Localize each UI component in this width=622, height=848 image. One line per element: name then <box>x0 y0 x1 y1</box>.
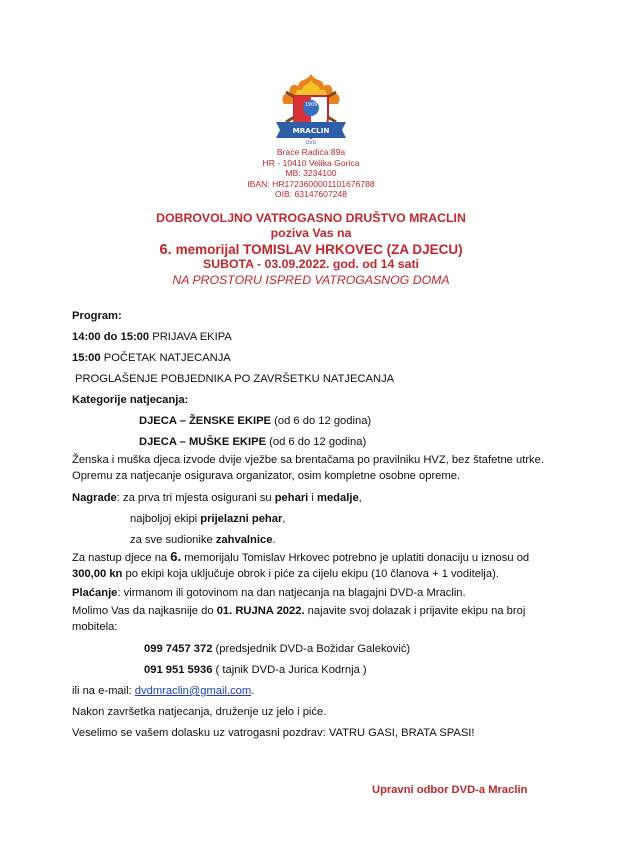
logo-year: 1909 <box>304 102 318 108</box>
awards-line-1-text: : za prva tri mjesta osigurani su <box>116 492 275 504</box>
categories-title-text: Kategorije natjecanja: <box>72 394 189 406</box>
logo-abbr: DVD <box>306 141 316 146</box>
awards-line-3 <box>130 534 276 546</box>
registration-text-b: najavite svoj dolazak i prijavite ekipu na broj mobitela: <box>72 605 526 633</box>
awards-line-2 <box>130 513 285 525</box>
awards-line-3-period: . <box>272 534 276 546</box>
donation-paragraph <box>72 549 552 582</box>
awards-line-3-text: za sve sudionike <box>130 534 216 546</box>
greeting-line: Veselimo se vašem dolasku uz vatrogasni pozdrav: VATRU GASI, BRATA SPASI! <box>72 727 475 739</box>
memorial-title <box>0 242 622 257</box>
program-item-start-time: 15:00 <box>72 352 101 364</box>
program-title-text: Program: <box>72 310 122 322</box>
email-prefix: ili na e-mail: <box>72 685 135 697</box>
signature: Upravni odbor DVD-a Mraclin <box>372 784 528 796</box>
donation-text-c: po ekipi koja uključuje obrok i piće za cijelu ekipu (10 članova + 1 voditelja). <box>122 567 499 580</box>
contact-secretary-phone: 091 951 5936 <box>144 664 213 676</box>
donation-text-b: memorijalu Tomislav Hrkovec potrebno je uplatiti donaciju u iznosu od <box>181 552 530 564</box>
invite-line: poziva Vas na <box>270 226 352 241</box>
awards-line-2-comma: , <box>282 513 286 525</box>
awards-medals: medalje <box>317 492 359 504</box>
event-date: SUBOTA - 03.09.2022. god. od 14 sati <box>203 257 419 272</box>
program-item-registration-time: 14:00 do 15:00 <box>72 331 150 343</box>
program-item-awards: PROGLAŠENJE POBJEDNIKA PO ZAVRŠETKU NATJECANJA <box>75 373 395 385</box>
contact-secretary <box>144 664 367 676</box>
awards-and: i <box>308 492 317 504</box>
memorial-number: 6. <box>159 240 172 258</box>
dvd-mraclin-logo <box>272 72 350 146</box>
donation-memorial-number: 6. <box>170 549 182 564</box>
payment-text: : virmanom ili gotovinom na dan natjecanja na blagajni DVD-a Mraclin. <box>117 587 466 599</box>
donation-text-a: Za nastup djece na <box>72 552 171 564</box>
contact-secretary-text: ( tajnik DVD-a Jurica Kodrnja ) <box>212 664 367 676</box>
program-item-registration <box>72 331 232 343</box>
program-item-registration-text: PRIJAVA EKIPA <box>149 331 232 343</box>
program-title <box>72 310 122 322</box>
contact-president <box>144 643 410 655</box>
category-boys-age: (od 6 do 12 godina) <box>266 436 367 448</box>
logo-banner-text: MRACLIN <box>292 126 330 135</box>
category-girls-name: DJECA – ŽENSKE EKIPE <box>139 415 272 427</box>
address-block <box>0 147 622 200</box>
program-item-start-text: POČETAK NATJECANJA <box>100 352 231 364</box>
after-event-line: Nakon završetka natjecanja, druženje uz jelo i piće. <box>72 706 327 718</box>
payment-line <box>72 587 466 599</box>
registration-deadline: 01. RUJNA 2022. <box>216 605 305 617</box>
category-girls <box>139 415 371 427</box>
address-street: Braće Radića 89a <box>276 147 346 157</box>
address-city: HR - 10410 Velika Gorica <box>262 157 360 168</box>
category-girls-age: (od 6 do 12 godina) <box>271 415 372 427</box>
donation-amount: 300,00 kn <box>72 567 123 580</box>
email-line <box>72 685 254 697</box>
category-boys-name: DJECA – MUŠKE EKIPE <box>139 436 267 448</box>
rules-paragraph: Ženska i muška djeca izvode dvije vježbe sa brentačama po pravilniku HVZ, bez štafetne utrke. Opremu za natjecanje osigurava organizator, osim kompletne osobne opreme. <box>72 454 544 482</box>
registration-text-a: Molimo Vas da najkasnije do <box>72 605 217 617</box>
awards-certificates: zahvalnice <box>215 534 273 546</box>
address-iban: IBAN: HR1723600001101676788 <box>247 178 375 189</box>
address-mb: MB: 3234100 <box>285 168 337 179</box>
email-link[interactable]: dvdmraclin@gmail.com <box>134 685 252 697</box>
awards-line-2-text: najboljoj ekipi <box>130 513 201 525</box>
email-suffix: . <box>251 685 255 697</box>
payment-label: Plaćanje <box>72 587 118 599</box>
program-item-start <box>72 352 231 364</box>
contact-president-phone: 099 7457 372 <box>144 643 213 655</box>
address-oib: OIB: 63147607248 <box>274 189 348 200</box>
contact-president-text: (predsjednik DVD-a Božidar Galeković) <box>212 643 411 655</box>
awards-challenge-trophy: prijelazni pehar <box>200 513 283 525</box>
memorial-name: memorijal TOMISLAV HRKOVEC (ZA DJECU) <box>171 241 463 257</box>
awards-comma: , <box>358 492 362 504</box>
category-boys <box>139 436 366 448</box>
event-header <box>0 211 622 288</box>
categories-title <box>72 394 188 406</box>
awards-label: Nagrade <box>72 492 117 504</box>
event-location: NA PROSTORU ISPRED VATROGASNOG DOMA <box>172 272 450 287</box>
organization-name: DOBROVOLJNO VATROGASNO DRUŠTVO MRACLIN <box>156 211 466 225</box>
awards-trophies: pehari <box>274 492 309 504</box>
awards-line-1 <box>72 492 362 504</box>
registration-paragraph <box>72 604 552 635</box>
